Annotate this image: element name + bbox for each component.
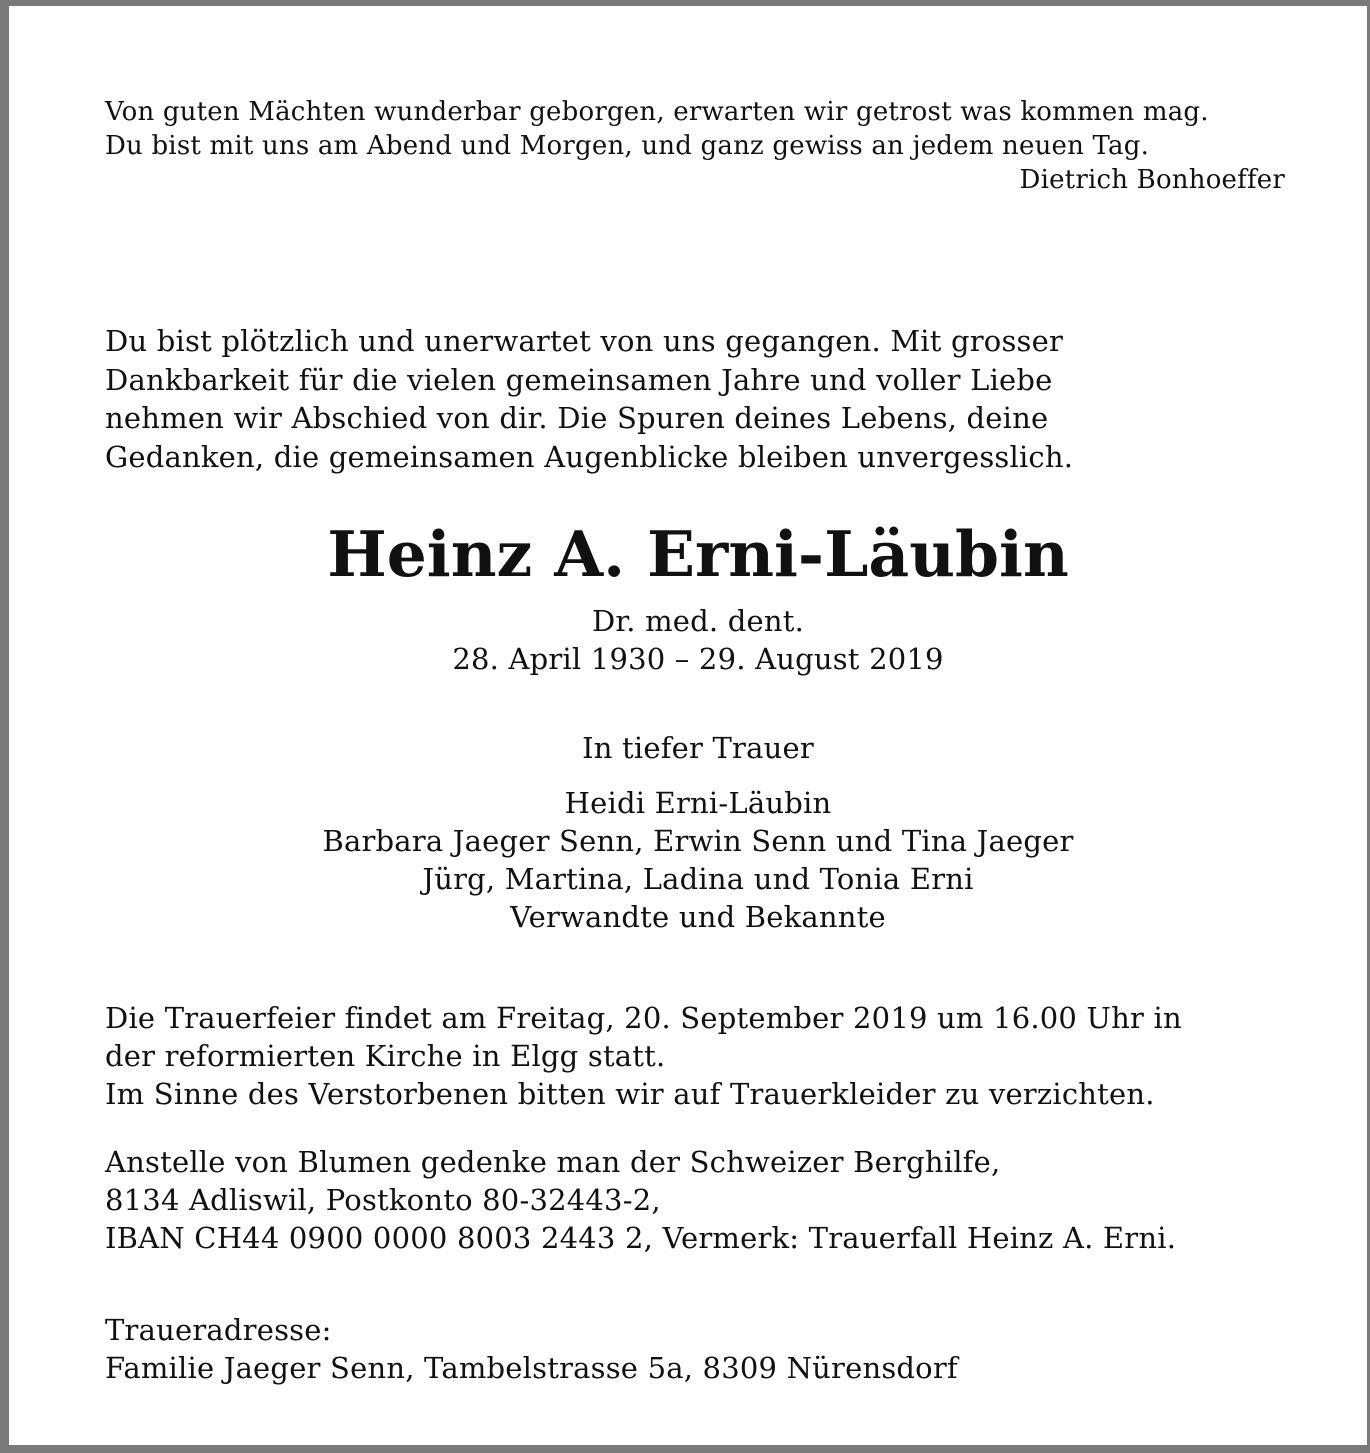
farewell-line: Dankbarkeit für die vielen gemeinsamen Jahre und voller Liebe (105, 362, 1053, 397)
deceased-title: Dr. med. dent. (591, 604, 805, 638)
mourner-line: Verwandte und Bekannte (510, 900, 886, 934)
mourner-line: Barbara Jaeger Senn, Erwin Senn und Tina Jaeger (322, 824, 1074, 858)
donation-info (105, 1143, 1291, 1257)
farewell-line: Gedanken, die gemeinsamen Augenblicke bleiben unvergesslich. (105, 439, 1074, 474)
donation-line: 8134 Adliswil, Postkonto 80-32443-2, (105, 1183, 661, 1217)
quote-line: Du bist mit uns am Abend und Morgen, und ganz gewiss an jedem neuen Tag. (105, 131, 1150, 161)
mourner-line: Jürg, Martina, Ladina und Tonia Erni (422, 862, 974, 896)
donation-line: Anstelle von Blumen gedenke man der Schweizer Berghilfe, (105, 1145, 1001, 1179)
mourner-line: Heidi Erni-Läubin (564, 786, 832, 820)
mourning-heading: In tiefer Trauer (582, 731, 814, 765)
donation-line: IBAN CH44 0900 0000 8003 2443 2, Vermerk: Trauerfall Heinz A. Erni. (105, 1221, 1177, 1255)
farewell-line: nehmen wir Abschied von dir. Die Spuren deines Lebens, deine (105, 401, 1049, 435)
farewell-text (105, 322, 1291, 476)
address-label: Traueradresse: (105, 1313, 332, 1347)
life-dates: 28. April 1930 – 29. August 2019 (452, 642, 944, 676)
address-value: Familie Jaeger Senn, Tambelstrasse 5a, 8309 Nürensdorf (105, 1351, 958, 1385)
farewell-line: Du bist plötzlich und unerwartet von uns gegangen. Mit grosser (105, 324, 1064, 358)
mourners-list (105, 784, 1291, 936)
funeral-line: Die Trauerfeier findet am Freitag, 20. September 2019 um 16.00 Uhr in (105, 1001, 1182, 1035)
deceased-details (105, 602, 1291, 678)
quote-author: Dietrich Bonhoeffer (1019, 165, 1285, 195)
funeral-info (105, 999, 1291, 1113)
bonhoeffer-quote (105, 95, 1291, 197)
quote-line: Von guten Mächten wunderbar geborgen, erwarten wir getrost was kommen mag. (105, 97, 1209, 127)
funeral-line: der reformierten Kirche in Elgg statt. (105, 1039, 666, 1073)
funeral-line: Im Sinne des Verstorbenen bitten wir auf Trauerkleider zu verzichten. (105, 1077, 1155, 1111)
deceased-name: Heinz A. Erni-Läubin (327, 517, 1069, 591)
mourning-address (105, 1311, 1291, 1387)
